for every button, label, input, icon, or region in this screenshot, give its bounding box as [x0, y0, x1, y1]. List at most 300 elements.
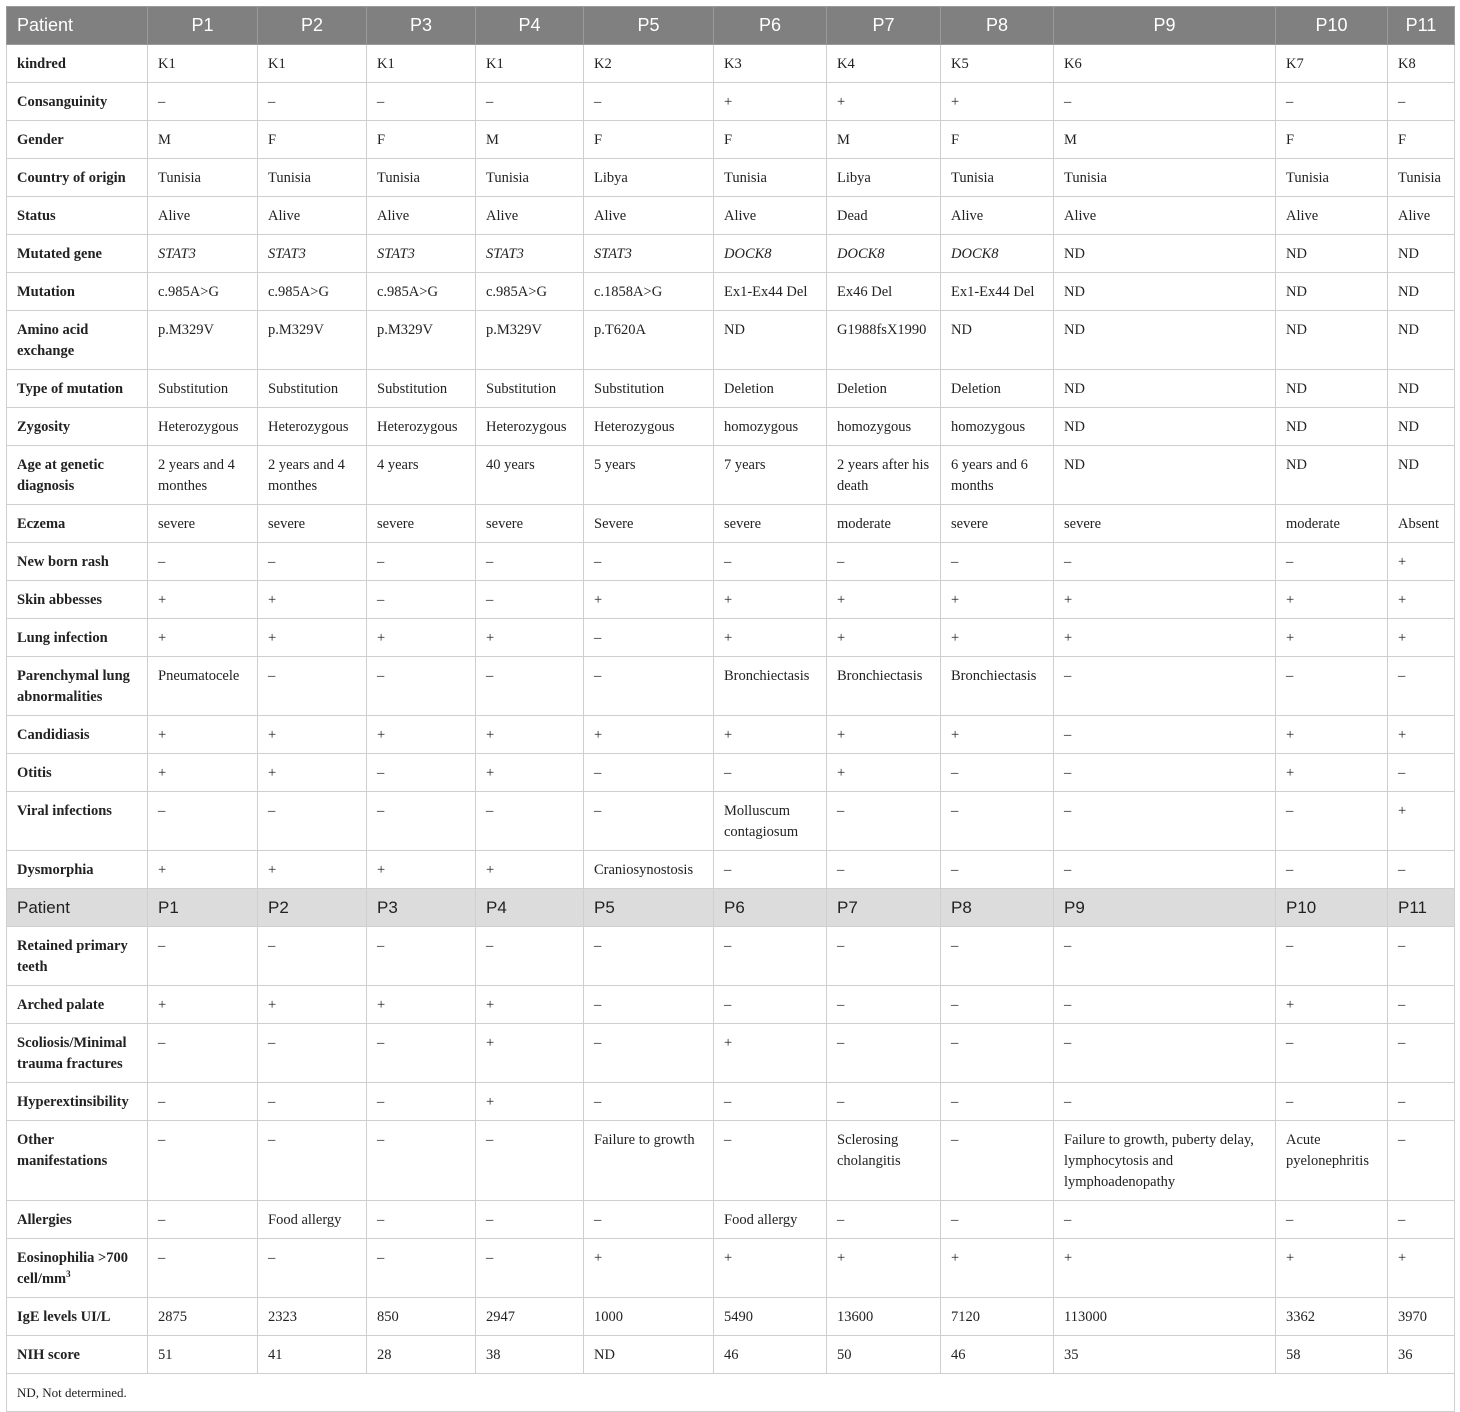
table-cell: –: [584, 657, 714, 716]
header-cell-p1: P1: [148, 7, 258, 45]
row-label: [7, 543, 148, 581]
table-cell: –: [258, 1239, 367, 1298]
table-cell: –: [476, 927, 584, 986]
table-cell: +: [714, 1239, 827, 1298]
row-label: [7, 1024, 148, 1083]
table-cell: +: [148, 619, 258, 657]
table-cell: K3: [714, 45, 827, 83]
table-cell: –: [476, 581, 584, 619]
table-cell: –: [1388, 851, 1455, 889]
table-cell: 36: [1388, 1336, 1455, 1374]
header-cell-p9: P9: [1054, 7, 1276, 45]
table-cell: –: [476, 792, 584, 851]
table-cell: +: [827, 619, 941, 657]
table-cell: p.T620A: [584, 311, 714, 370]
table-cell: Severe: [584, 505, 714, 543]
table-cell: c.985A>G: [258, 273, 367, 311]
table-cell: 13600: [827, 1298, 941, 1336]
table-cell: Absent: [1388, 505, 1455, 543]
table-row: [7, 1083, 1455, 1121]
table-cell: ND: [714, 311, 827, 370]
table-cell: –: [476, 657, 584, 716]
row-label-text: Status: [17, 208, 56, 224]
table-row: [7, 619, 1455, 657]
table-cell: STAT3: [258, 235, 367, 273]
table-row: [7, 657, 1455, 716]
row-label: [7, 45, 148, 83]
table-cell: 46: [941, 1336, 1054, 1374]
row-label: [7, 1201, 148, 1239]
table-cell: K1: [258, 45, 367, 83]
table-row: [7, 1336, 1455, 1374]
table-cell: Libya: [827, 159, 941, 197]
table-footnote: ND, Not determined.: [7, 1374, 1455, 1412]
table-cell: ND: [1388, 311, 1455, 370]
header-cell-p11: P11: [1388, 7, 1455, 45]
table-cell: severe: [1054, 505, 1276, 543]
table-cell: –: [941, 1024, 1054, 1083]
row-label-text: Mutation: [17, 284, 75, 300]
table-cell: Tunisia: [476, 159, 584, 197]
table-cell: K1: [367, 45, 476, 83]
table-cell: +: [258, 716, 367, 754]
row-label: [7, 446, 148, 505]
table-cell: STAT3: [148, 235, 258, 273]
table-cell: +: [367, 619, 476, 657]
table-cell: –: [148, 83, 258, 121]
row-label: [7, 986, 148, 1024]
table-row: [7, 408, 1455, 446]
table-cell: Dead: [827, 197, 941, 235]
table-cell: ND: [1388, 446, 1455, 505]
table-cell: Craniosynostosis: [584, 851, 714, 889]
table-cell: 40 years: [476, 446, 584, 505]
table-cell: severe: [714, 505, 827, 543]
table-cell: –: [584, 792, 714, 851]
table-cell: –: [148, 1024, 258, 1083]
table-cell: Bronchiectasis: [827, 657, 941, 716]
table-cell: severe: [148, 505, 258, 543]
table-cell: –: [367, 1083, 476, 1121]
row-label-text: Arched palate: [17, 997, 105, 1013]
table-row: [7, 45, 1455, 83]
table-cell: ND: [1054, 311, 1276, 370]
table-cell: –: [584, 1024, 714, 1083]
table-cell: –: [714, 986, 827, 1024]
table-cell: +: [1388, 1239, 1455, 1298]
table-cell: –: [1054, 986, 1276, 1024]
table-cell: –: [148, 1083, 258, 1121]
table-cell: –: [1054, 716, 1276, 754]
row-label-text: Eczema: [17, 516, 66, 532]
table-cell: +: [148, 754, 258, 792]
row-label-text: Hyperextinsibility: [17, 1094, 129, 1110]
table-cell: F: [714, 121, 827, 159]
table-cell: Heterozygous: [584, 408, 714, 446]
table-cell: ND: [1276, 370, 1388, 408]
table-cell: –: [584, 754, 714, 792]
header-cell-p8: P8: [941, 7, 1054, 45]
row-label: [7, 619, 148, 657]
table-cell: –: [1388, 754, 1455, 792]
table-cell: +: [827, 1239, 941, 1298]
table-cell: –: [941, 1083, 1054, 1121]
table-cell: +: [1276, 754, 1388, 792]
table-cell: +: [1276, 619, 1388, 657]
table-cell: +: [148, 986, 258, 1024]
row-label: [7, 197, 148, 235]
table-cell: –: [1054, 927, 1276, 986]
table-cell: K5: [941, 45, 1054, 83]
table-cell: –: [476, 1239, 584, 1298]
table-cell: c.985A>G: [148, 273, 258, 311]
table-row: [7, 1239, 1455, 1298]
table-cell: 113000: [1054, 1298, 1276, 1336]
table-cell: –: [1388, 1083, 1455, 1121]
row-label-text: Zygosity: [17, 419, 71, 435]
table-cell: G1988fsX1990: [827, 311, 941, 370]
table-cell: –: [367, 83, 476, 121]
row-label-text: IgE levels UI/L: [17, 1309, 111, 1325]
table-cell: +: [258, 754, 367, 792]
table-cell: +: [1276, 716, 1388, 754]
table-cell: +: [148, 716, 258, 754]
row-label: [7, 235, 148, 273]
table-cell: Alive: [1054, 197, 1276, 235]
table-cell: –: [584, 83, 714, 121]
table-cell: –: [148, 1201, 258, 1239]
table-cell: +: [714, 619, 827, 657]
table-cell: F: [941, 121, 1054, 159]
table-cell: –: [258, 1121, 367, 1201]
table-cell: +: [367, 986, 476, 1024]
table-cell: –: [1054, 1201, 1276, 1239]
table-cell: ND: [1388, 408, 1455, 446]
table-cell: severe: [258, 505, 367, 543]
header-cell-p3: P3: [367, 7, 476, 45]
table-cell: p.M329V: [367, 311, 476, 370]
table-cell: Deletion: [941, 370, 1054, 408]
table-cell: +: [1054, 581, 1276, 619]
table-cell: –: [714, 543, 827, 581]
table-cell: –: [1276, 1083, 1388, 1121]
table-cell: –: [714, 851, 827, 889]
table-cell: +: [476, 986, 584, 1024]
table-cell: –: [258, 792, 367, 851]
table-cell: 50: [827, 1336, 941, 1374]
table-cell: K4: [827, 45, 941, 83]
table-cell: –: [941, 792, 1054, 851]
table-cell: +: [258, 581, 367, 619]
table-cell: Heterozygous: [258, 408, 367, 446]
table-cell: Tunisia: [1388, 159, 1455, 197]
row-label: [7, 370, 148, 408]
table-body: [7, 45, 1455, 1412]
table-cell: K8: [1388, 45, 1455, 83]
table-cell: p.M329V: [476, 311, 584, 370]
table-cell: Molluscum contagiosum: [714, 792, 827, 851]
table-cell: Substitution: [584, 370, 714, 408]
table-cell: +: [1276, 1239, 1388, 1298]
table-row: [7, 83, 1455, 121]
table-cell: +: [367, 716, 476, 754]
table-cell: –: [258, 1083, 367, 1121]
table-cell: +: [827, 754, 941, 792]
table-cell: –: [827, 543, 941, 581]
table-cell: –: [1054, 1024, 1276, 1083]
table-cell: –: [148, 1121, 258, 1201]
table-cell: –: [941, 1121, 1054, 1201]
subheader-cell: P11: [1388, 889, 1455, 927]
table-cell: +: [1388, 792, 1455, 851]
table-cell: 7 years: [714, 446, 827, 505]
table-cell: –: [714, 1083, 827, 1121]
table-cell: Heterozygous: [148, 408, 258, 446]
table-row: [7, 581, 1455, 619]
row-label: [7, 1121, 148, 1201]
table-cell: –: [367, 1239, 476, 1298]
table-cell: –: [1388, 657, 1455, 716]
table-cell: –: [941, 927, 1054, 986]
row-label-text: Skin abbesses: [17, 592, 103, 608]
table-cell: M: [827, 121, 941, 159]
row-label-text: Country of origin: [17, 170, 126, 186]
table-cell: Tunisia: [714, 159, 827, 197]
table-cell: c.985A>G: [367, 273, 476, 311]
table-cell: F: [1388, 121, 1455, 159]
table-cell: Heterozygous: [476, 408, 584, 446]
table-cell: Alive: [1388, 197, 1455, 235]
table-cell: –: [1054, 1083, 1276, 1121]
table-cell: Alive: [584, 197, 714, 235]
table-cell: +: [584, 581, 714, 619]
table-cell: ND: [1388, 235, 1455, 273]
header-cell-p7: P7: [827, 7, 941, 45]
subheader-cell: P8: [941, 889, 1054, 927]
table-cell: ND: [1054, 408, 1276, 446]
subheader-row: [7, 889, 1455, 927]
table-cell: +: [1276, 986, 1388, 1024]
row-label-text: Consanguinity: [17, 94, 108, 110]
table-cell: –: [941, 754, 1054, 792]
table-cell: +: [476, 1024, 584, 1083]
table-cell: +: [1276, 581, 1388, 619]
table-cell: –: [1388, 83, 1455, 121]
table-cell: STAT3: [584, 235, 714, 273]
table-cell: Substitution: [148, 370, 258, 408]
table-row: [7, 446, 1455, 505]
table-cell: Substitution: [476, 370, 584, 408]
table-cell: 51: [148, 1336, 258, 1374]
table-row: [7, 311, 1455, 370]
table-cell: +: [941, 581, 1054, 619]
table-cell: F: [584, 121, 714, 159]
table-cell: ND: [1276, 235, 1388, 273]
table-cell: 2 years and 4 monthes: [258, 446, 367, 505]
table-cell: –: [941, 986, 1054, 1024]
table-cell: Alive: [1276, 197, 1388, 235]
row-label-text: Scoliosis/Minimal trauma fractures: [17, 1035, 127, 1072]
table-cell: –: [584, 1083, 714, 1121]
table-cell: 4 years: [367, 446, 476, 505]
table-cell: –: [827, 927, 941, 986]
table-cell: Tunisia: [258, 159, 367, 197]
table-cell: K1: [148, 45, 258, 83]
table-cell: –: [1276, 657, 1388, 716]
table-cell: Heterozygous: [367, 408, 476, 446]
table-cell: –: [1388, 927, 1455, 986]
table-cell: –: [1388, 1024, 1455, 1083]
table-row: [7, 273, 1455, 311]
table-cell: +: [476, 754, 584, 792]
table-row: [7, 1121, 1455, 1201]
table-row: [7, 197, 1455, 235]
table-cell: –: [1276, 927, 1388, 986]
table-cell: moderate: [827, 505, 941, 543]
row-label-text: NIH score: [17, 1347, 80, 1363]
row-label: [7, 581, 148, 619]
table-cell: 5490: [714, 1298, 827, 1336]
table-cell: Acute pyelonephritis: [1276, 1121, 1388, 1201]
table-cell: –: [1276, 83, 1388, 121]
table-cell: 58: [1276, 1336, 1388, 1374]
row-label-text: Otitis: [17, 765, 52, 781]
subheader-cell: Patient: [7, 889, 148, 927]
subheader-cell: P4: [476, 889, 584, 927]
table-cell: –: [714, 754, 827, 792]
table-cell: –: [476, 543, 584, 581]
table-cell: moderate: [1276, 505, 1388, 543]
table-cell: +: [584, 1239, 714, 1298]
table-cell: –: [148, 543, 258, 581]
subheader-cell: P1: [148, 889, 258, 927]
table-cell: DOCK8: [714, 235, 827, 273]
subheader-cell: P6: [714, 889, 827, 927]
table-cell: +: [827, 581, 941, 619]
table-cell: –: [367, 581, 476, 619]
table-cell: –: [827, 792, 941, 851]
table-cell: +: [1388, 543, 1455, 581]
table-cell: +: [476, 619, 584, 657]
row-label: [7, 754, 148, 792]
table-row: [7, 505, 1455, 543]
table-cell: 46: [714, 1336, 827, 1374]
table-cell: Tunisia: [148, 159, 258, 197]
subheader-cell: P7: [827, 889, 941, 927]
table-cell: –: [584, 543, 714, 581]
table-row: [7, 716, 1455, 754]
table-cell: ND: [1054, 370, 1276, 408]
table-cell: K6: [1054, 45, 1276, 83]
table-cell: +: [1388, 581, 1455, 619]
row-label: [7, 716, 148, 754]
table-cell: –: [367, 792, 476, 851]
table-cell: +: [941, 1239, 1054, 1298]
table-cell: +: [1388, 619, 1455, 657]
table-cell: 6 years and 6 months: [941, 446, 1054, 505]
row-label: [7, 159, 148, 197]
table-cell: Tunisia: [1054, 159, 1276, 197]
row-label-text: Retained primary teeth: [17, 938, 128, 975]
table-cell: 3362: [1276, 1298, 1388, 1336]
row-label-text: Amino acid exchange: [17, 322, 89, 359]
table-cell: DOCK8: [827, 235, 941, 273]
table-cell: –: [1054, 657, 1276, 716]
table-cell: Food allergy: [258, 1201, 367, 1239]
row-label-text: Lung infection: [17, 630, 108, 646]
table-cell: +: [941, 619, 1054, 657]
table-cell: –: [367, 657, 476, 716]
table-cell: –: [827, 1083, 941, 1121]
table-cell: –: [1276, 1024, 1388, 1083]
row-label-text: New born rash: [17, 554, 109, 570]
subheader-cell: P10: [1276, 889, 1388, 927]
row-label-superscript: 3: [66, 1269, 71, 1280]
table-cell: –: [1388, 1121, 1455, 1201]
table-cell: DOCK8: [941, 235, 1054, 273]
table-cell: +: [367, 851, 476, 889]
table-cell: Ex46 Del: [827, 273, 941, 311]
table-cell: –: [827, 851, 941, 889]
row-label-text: Type of mutation: [17, 381, 124, 397]
table-cell: –: [584, 619, 714, 657]
table-cell: 2 years and 4 monthes: [148, 446, 258, 505]
table-cell: +: [714, 1024, 827, 1083]
footnote-row: [7, 1374, 1455, 1412]
table-cell: ND: [1276, 273, 1388, 311]
table-cell: 850: [367, 1298, 476, 1336]
table-cell: 3970: [1388, 1298, 1455, 1336]
table-cell: p.M329V: [148, 311, 258, 370]
table-cell: +: [258, 619, 367, 657]
table-cell: c.985A>G: [476, 273, 584, 311]
table-cell: –: [1276, 792, 1388, 851]
table-cell: –: [258, 657, 367, 716]
table-cell: Bronchiectasis: [941, 657, 1054, 716]
table-cell: –: [827, 1201, 941, 1239]
subheader-cell: P9: [1054, 889, 1276, 927]
table-cell: p.M329V: [258, 311, 367, 370]
table-cell: –: [1054, 754, 1276, 792]
row-label-text: Eosinophilia >700 cell/mm: [17, 1250, 129, 1287]
table-cell: –: [367, 927, 476, 986]
table-cell: –: [714, 927, 827, 986]
table-cell: Sclerosing cholangitis: [827, 1121, 941, 1201]
table-cell: ND: [1054, 446, 1276, 505]
table-cell: –: [827, 1024, 941, 1083]
table-row: [7, 235, 1455, 273]
table-cell: –: [1388, 986, 1455, 1024]
table-row: [7, 370, 1455, 408]
table-cell: ND: [1276, 311, 1388, 370]
table-container: [6, 6, 1454, 1412]
row-label-text: kindred: [17, 56, 66, 72]
row-label-text: Gender: [17, 132, 64, 148]
table-cell: –: [584, 986, 714, 1024]
table-cell: –: [476, 1201, 584, 1239]
table-cell: –: [1276, 543, 1388, 581]
table-cell: –: [367, 754, 476, 792]
table-cell: ND: [1054, 273, 1276, 311]
table-cell: +: [714, 581, 827, 619]
table-cell: 28: [367, 1336, 476, 1374]
table-cell: Pneumatocele: [148, 657, 258, 716]
table-cell: +: [714, 716, 827, 754]
table-cell: –: [1054, 792, 1276, 851]
table-cell: –: [1054, 851, 1276, 889]
table-cell: –: [714, 1121, 827, 1201]
table-cell: –: [1276, 851, 1388, 889]
